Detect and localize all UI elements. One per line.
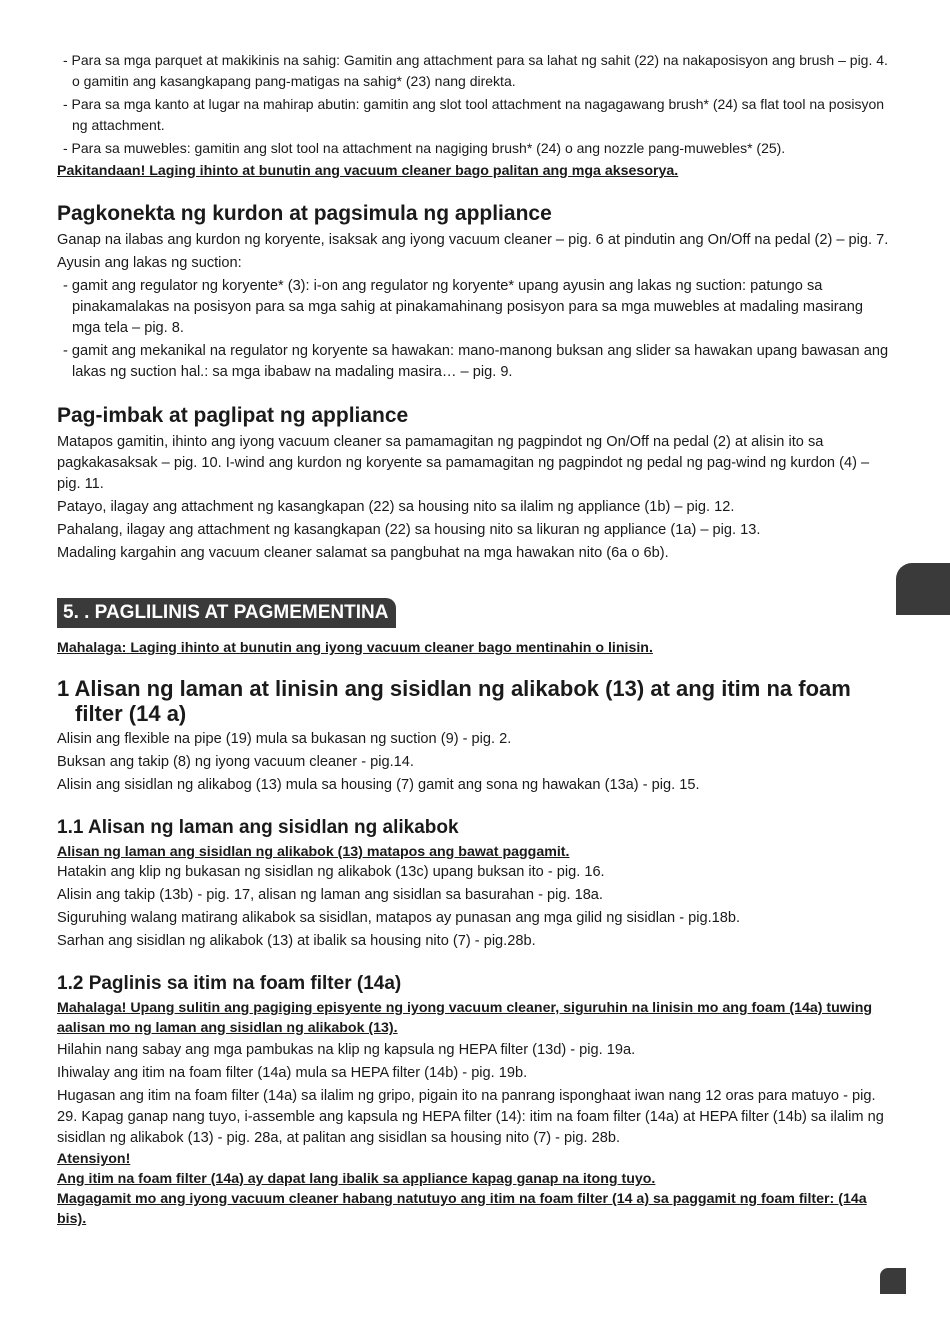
paragraph: Hugasan ang itim na foam filter (14a) sa ilalim ng gripo, pigain ito na panrang isponghaat iwan nang 12 oras para matuyo - pig. 29. Kapag ganap nang tuyo, i-assemble ang kapsula ng HEPA filter (14): itim na foam filter (14a) at HEPA filter (14b) sa ilalim ng sisidlan ng alikabok (13) - pig. 28a, at palitan ang sisidlan sa housing nito (7) - pig. 28b. xyxy=(57,1088,884,1146)
chapter-tab xyxy=(896,563,950,615)
paragraph: Alisin ang takip (13b) - pig. 17, alisan ng laman ang sisidlan sa basurahan - pig. 18a. xyxy=(57,887,603,903)
subsection-heading: 1.1 Alisan ng laman ang sisidlan ng alikabok xyxy=(57,817,459,838)
section-heading: Pag-imbak at paglipat ng appliance xyxy=(57,404,409,427)
warning-text: Mahalaga! Upang sulitin ang pagiging episyente ng iyong vacuum cleaner, siguruhin na linisin mo ang foam (14a) tuwing aalisan mo ng laman ang sisidlan ng alikabok (13). xyxy=(57,1000,873,1036)
paragraph: Sarhan ang sisidlan ng alikabok (13) at ibalik sa housing nito (7) - pig.28b. xyxy=(57,933,536,949)
paragraph: Hatakin ang klip ng bukasan ng sisidlan ng alikabok (13c) upang buksan ito - pig. 16. xyxy=(57,864,605,880)
paragraph: Madaling kargahin ang vacuum cleaner salamat sa pangbuhat na mga hawakan nito (6a o 6b). xyxy=(57,545,669,561)
list-item: - Para sa mga kanto at lugar na mahirap abutin: gamitin ang slot tool attachment na nagagawang brush* (24) sa flat tool na posisyon ng attachment. xyxy=(63,96,885,133)
section-badge: 5. . PAGLILINIS AT PAGMEMENTINA xyxy=(57,598,396,628)
manual-page xyxy=(57,50,895,1229)
warning-text: Mahalaga: Laging ihinto at bunutin ang iyong vacuum cleaner bago mentinahin o linisin. xyxy=(57,640,653,656)
warning-text: Alisan ng laman ang sisidlan ng alikabok (13) matapos ang bawat paggamit. xyxy=(57,844,570,860)
paragraph: Ayusin ang lakas ng suction: xyxy=(57,255,242,271)
subsection-heading: 1.2 Paglinis sa itim na foam filter (14a) xyxy=(57,973,402,994)
paragraph: Buksan ang takip (8) ng iyong vacuum cleaner - pig.14. xyxy=(57,754,414,770)
section-heading: Pagkonekta ng kurdon at pagsimula ng appliance xyxy=(57,202,552,225)
paragraph: Ihiwalay ang itim na foam filter (14a) mula sa HEPA filter (14b) - pig. 19b. xyxy=(57,1065,528,1081)
paragraph: Matapos gamitin, ihinto ang iyong vacuum cleaner sa pamamagitan ng pagpindot ng On/Off na pedal (2) at alisin ito sa pagkakasaksak – pig. 10. I-wind ang kurdon ng koryente sa pamamagitan ng pagpindot ng pedal ng pag-wind ng kurdon (4) – pig. 11. xyxy=(57,434,870,492)
paragraph: Hilahin nang sabay ang mga pambukas na klip ng kapsula ng HEPA filter (13d) - pig. 19a. xyxy=(57,1042,636,1058)
paragraph: Ganap na ilabas ang kurdon ng koryente, isaksak ang iyong vacuum cleaner – pig. 6 at pindutin ang On/Off na pedal (2) – pig. 7. xyxy=(57,232,889,248)
list-item: - Para sa mga parquet at makikinis na sahig: Gamitin ang attachment para sa lahat ng sahit (22) na nakaposisyon ang brush – pig. 4. o gamitin ang kasangkapang pang-matigas na sahig* (23) nang direkta. xyxy=(63,52,888,89)
paragraph: Alisin ang sisidlan ng alikabog (13) mula sa housing (7) gamit ang sona ng hawakan (13a) - pig. 15. xyxy=(57,777,700,793)
warning-text: Pakitandaan! Laging ihinto at bunutin ang vacuum cleaner bago palitan ang mga aksesorya. xyxy=(57,163,679,179)
list-item: - Para sa muwebles: gamitin ang slot tool na attachment na nagiging brush* (24) o ang nozzle pang-muwebles* (25). xyxy=(63,140,786,156)
warning-text: Ang itim na foam filter (14a) ay dapat lang ibalik sa appliance kapag ganap na itong tuyo. xyxy=(57,1171,656,1187)
paragraph: Pahalang, ilagay ang attachment ng kasangkapan (22) sa housing nito sa likuran ng appliance (1a) – pig. 13. xyxy=(57,522,761,538)
paragraph: Alisin ang flexible na pipe (19) mula sa bukasan ng suction (9) - pig. 2. xyxy=(57,731,512,747)
warning-text: Magagamit mo ang iyong vacuum cleaner habang natutuyo ang itim na foam filter (14 a) sa paggamit ng foam filter: (14a bis). xyxy=(57,1191,867,1227)
list-item: - gamit ang mekanikal na regulator ng koryente sa hawakan: mano-manong buksan ang slider sa hawakan upang bawasan ang lakas ng suction hal.: sa mga ibabaw na madaling masira… – pig. 9. xyxy=(63,343,889,380)
paragraph: Patayo, ilagay ang attachment ng kasangkapan (22) sa housing nito sa ilalim ng appliance (1b) – pig. 12. xyxy=(57,499,735,515)
page-number-marker xyxy=(880,1268,906,1294)
subsection-heading: 1 Alisan ng laman at linisin ang sisidlan ng alikabok (13) at ang itim na foam filter (14 a) xyxy=(57,676,851,726)
list-item: - gamit ang regulator ng koryente* (3): i-on ang regulator ng koryente* upang ayusin ang lakas ng suction: patungo sa pinakamalakas na posisyon para sa mga sahig at pinakamahinang posisyon para sa mga muwebles at madaling masirang mga tela – pig. 8. xyxy=(63,278,863,336)
paragraph: Siguruhing walang matirang alikabok sa sisidlan, matapos ay punasan ang mga gilid ng sisidlan - pig.18b. xyxy=(57,910,741,926)
attention-title: Atensiyon! xyxy=(57,1151,131,1167)
